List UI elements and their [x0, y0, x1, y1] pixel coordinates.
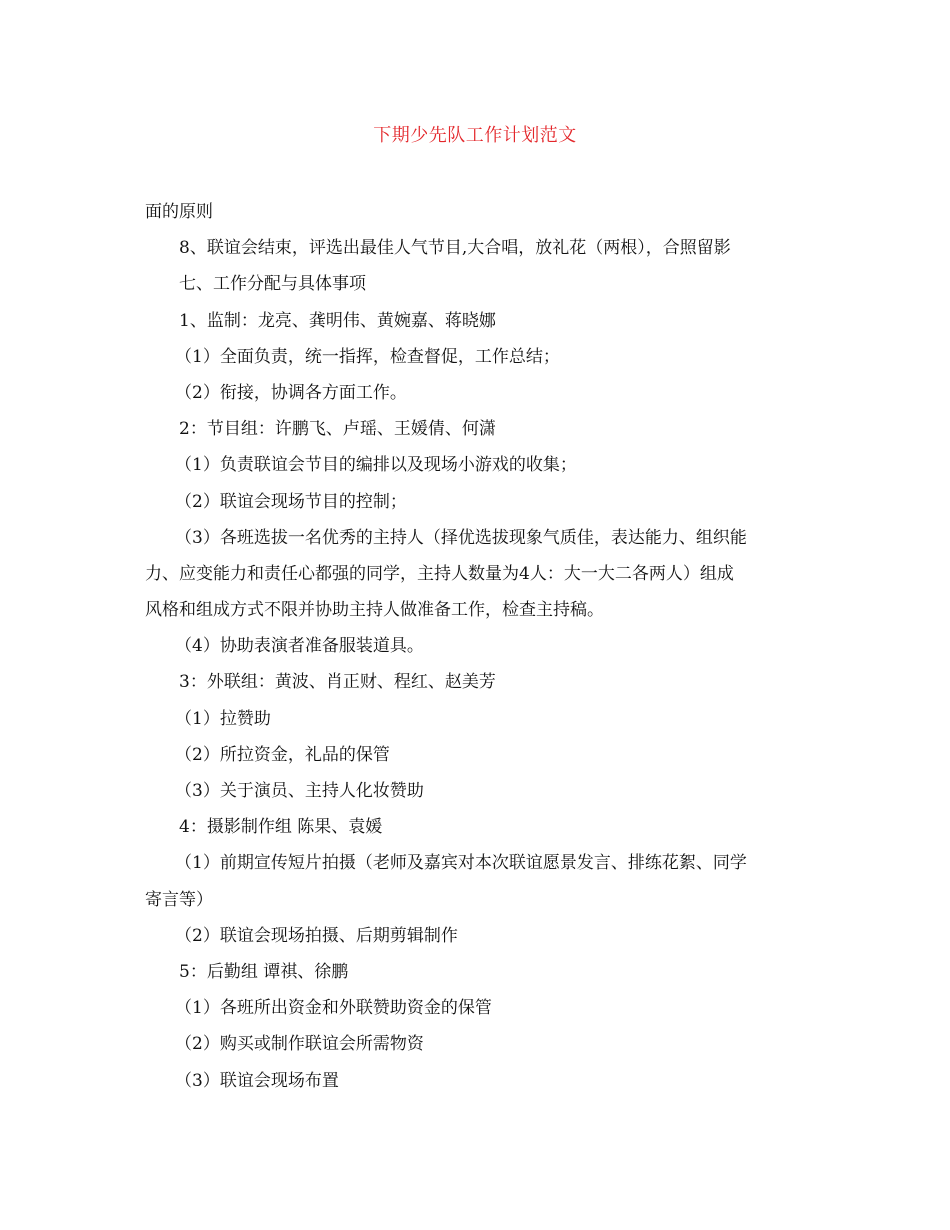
paragraph-line: 8、联谊会结束，评选出最佳人气节目,大合唱，放礼花（两根），合照留影 [179, 238, 731, 259]
paragraph-line: （1）全面负责，统一指挥，检查督促，工作总结； [175, 346, 560, 367]
paragraph-line: （1）拉赞助 [175, 708, 271, 729]
paragraph-line: 4：摄影制作组 陈果、袁媛 [179, 817, 383, 838]
paragraph-line: （3）联谊会现场布置 [175, 1070, 339, 1091]
paragraph-line: （1）前期宣传短片拍摄（老师及嘉宾对本次联谊愿景发言、排练花絮、同学 [175, 853, 747, 874]
paragraph-line: 寄言等） [145, 889, 213, 910]
paragraph-line: （2）联谊会现场节目的控制； [175, 491, 407, 512]
paragraph-line: 七、工作分配与具体事项 [179, 274, 366, 295]
paragraph-line: （2）衔接，协调各方面工作。 [175, 382, 407, 403]
paragraph-line: （3）关于演员、主持人化妆赞助 [175, 781, 424, 801]
paragraph-line: 5：后勤组 谭祺、徐鹏 [179, 961, 349, 982]
paragraph-line: （1）各班所出资金和外联赞助资金的保管 [175, 998, 492, 1019]
paragraph-line: 面的原则 [145, 202, 213, 222]
paragraph-line: 2：节目组：许鹏飞、卢瑶、王媛倩、何潇 [179, 419, 496, 440]
paragraph-line: （3）各班选拔一名优秀的主持人（择优选拔现象气质佳，表达能力、组织能 [175, 527, 747, 548]
paragraph-line: 力、应变能力和责任心都强的同学，主持人数量为4人：大一大二各两人）组成 [145, 563, 734, 584]
paragraph-line: 3：外联组：黄波、肖正财、程红、赵美芳 [179, 672, 496, 693]
paragraph-line: 风格和组成方式不限并协助主持人做准备工作，检查主持稿。 [145, 600, 604, 621]
paragraph-line: （2）购买或制作联谊会所需物资 [175, 1034, 424, 1055]
paragraph-line: （4）协助表演者准备服装道具。 [175, 636, 424, 657]
paragraph-line: （2）联谊会现场拍摄、后期剪辑制作 [175, 925, 458, 946]
document-body [145, 194, 810, 1099]
paragraph-line: 1、监制：龙亮、龚明伟、黄婉嘉、蒋晓娜 [179, 310, 496, 331]
paragraph-line: （2）所拉资金，礼品的保管 [175, 744, 390, 765]
document-title: 下期少先队工作计划范文 [373, 125, 577, 146]
paragraph-line: （1）负责联谊会节目的编排以及现场小游戏的收集； [175, 455, 577, 476]
